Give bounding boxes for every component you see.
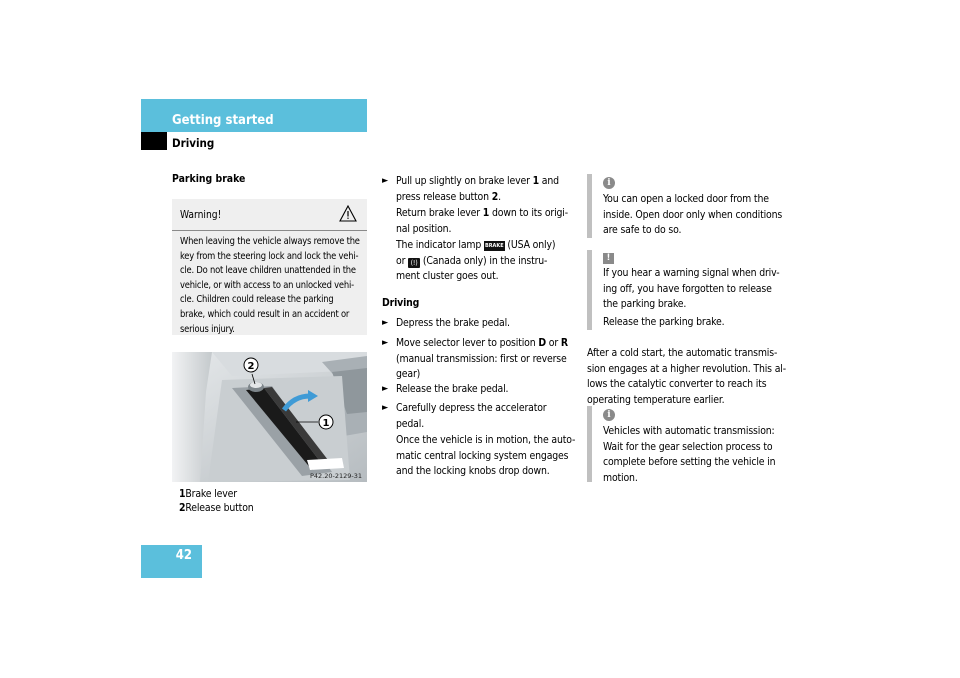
subsection-title: Driving <box>172 136 215 150</box>
step-arrow-icon: ► <box>382 318 389 328</box>
info-icon: i <box>603 409 615 421</box>
caption-brake-lever: 1Brake lever <box>179 488 237 500</box>
callout-2: 2 <box>247 361 255 372</box>
para-indicator-lamp: The indicator lamp BRAKE (USA only) or (!) (Canada only) in the instru- ment cluster goes out. <box>396 239 556 282</box>
brake-lamp-canada-icon: (!) <box>408 258 420 268</box>
step-depress-brake: Depress the brake pedal. <box>396 317 510 329</box>
parking-brake-illustration <box>172 352 367 482</box>
notice-icon: ! <box>603 253 614 264</box>
driving-heading: Driving <box>382 297 420 309</box>
step-release-brake: Release the brake pedal. <box>396 383 509 395</box>
step-pull-up-brake: Pull up slightly on brake lever 1 and press release button 2. <box>396 175 559 203</box>
warning-title: Warning! <box>180 210 222 221</box>
step-move-selector: Move selector lever to position D or R (manual transmission: first or reverse gear) <box>396 337 568 380</box>
step-arrow-icon: ► <box>382 384 389 394</box>
info-automatic-transmission: Vehicles with automatic transmission: Wait for the gear selection process to complete before setting the vehicle in motion. <box>603 425 776 484</box>
section-title: Getting started <box>172 113 274 128</box>
note-release-brake: Release the parking brake. <box>603 316 725 328</box>
note-parking-brake: If you hear a warning signal when driv- ing off, you have forgotten to release the parking brake. <box>603 267 780 310</box>
info-bar <box>587 406 592 482</box>
note-bar <box>587 250 592 330</box>
warning-divider <box>172 230 367 231</box>
step-arrow-icon: ► <box>382 176 389 186</box>
step-arrow-icon: ► <box>382 403 389 413</box>
info-locked-door: You can open a locked door from the inside. Open door only when conditions are safe to do so. <box>603 193 783 236</box>
info-icon: i <box>603 177 615 189</box>
warning-triangle-icon <box>339 205 357 222</box>
header-marker <box>141 132 167 150</box>
parking-brake-heading: Parking brake <box>172 173 246 185</box>
image-code: P42.20-2129-31 <box>309 472 362 480</box>
brake-lamp-icon: BRAKE <box>484 243 504 249</box>
info-bar <box>587 174 592 238</box>
para-central-locking: Once the vehicle is in motion, the auto- matic central locking system engages and the locking knobs drop down. <box>396 434 576 477</box>
parking-brake-photo <box>172 352 367 482</box>
warning-text: When leaving the vehicle always remove the key from the steering lock and lock the vehi- cle. Do not leave children unattended in the vehicle, or with access to an unlocked vehi- cle. Children could release the parking brake, which could result in an accident or serious injury. <box>180 236 360 335</box>
page-number: 42 <box>175 548 192 563</box>
para-return-lever: Return brake lever 1 down to its origi- nal position. <box>396 207 568 235</box>
callout-1: 1 <box>322 418 330 429</box>
caption-release-button: 2Release button <box>179 502 254 514</box>
para-cold-start: After a cold start, the automatic transmis- sion engages at a higher revolution. This al- lows the catalytic converter to reach its operating temperature earlier. <box>587 347 786 406</box>
step-depress-accelerator: Carefully depress the accelerator pedal. <box>396 402 547 430</box>
step-arrow-icon: ► <box>382 338 389 348</box>
